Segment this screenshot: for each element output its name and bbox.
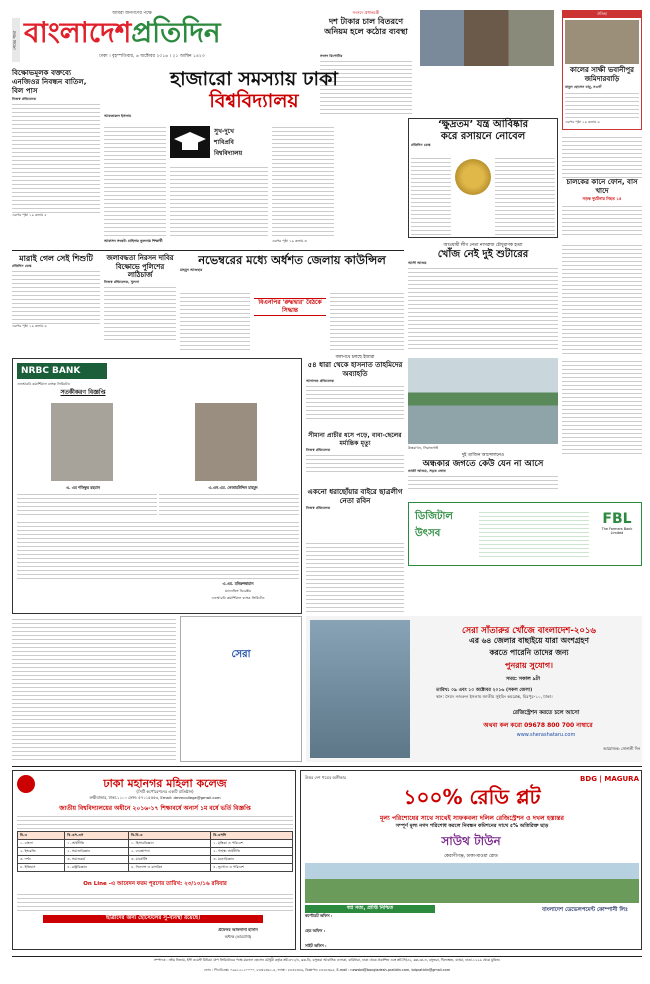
table-cell: ১. মৃত্তিকা ও পরিবেশ xyxy=(211,840,293,848)
magura-kicker: উত্তর দেশ পত্রের অঙ্গীকার xyxy=(305,775,346,780)
project-name: সাউথ টাউন xyxy=(441,834,501,848)
missing-headline: খোঁজ নেই দুই শুটারের xyxy=(437,249,529,260)
fbl-headline: ডিজিটাল উৎসব xyxy=(415,511,453,539)
marai-jump: এরপর পৃষ্ঠা ১৯ কলাম ৬ xyxy=(12,324,47,329)
table-cell: ৩. মনোবিজ্ঞান xyxy=(211,856,293,864)
missing-byline: আলী আজম xyxy=(408,261,427,265)
table-cell: ৩. মার্কেটিং xyxy=(129,856,211,864)
nobel-text-2 xyxy=(495,155,555,235)
table-row xyxy=(18,856,293,864)
shera-ad[interactable] xyxy=(306,616,642,762)
side-head-2: শাবিপ্রবি xyxy=(214,139,234,146)
corner-kicker: ঐতিহ্য xyxy=(563,11,641,18)
nobel-byline: প্রতিদিন ডেস্ক xyxy=(411,143,431,147)
nobel-headline: করে রসায়নে নোবেল xyxy=(440,131,526,142)
shera-date: তারিখ: ০৯ এবং ১০ অক্টোবর ২০১৬ (সকল জেলা) xyxy=(436,688,533,693)
shera-call: অথবা কল করো 09678 800 700 নাম্বারে xyxy=(483,722,593,729)
signature-org: এনআরবি কমার্শিয়াল ব্যাংক লিমিটেড xyxy=(211,596,265,600)
jalal-byline: আদালত প্রতিবেদক xyxy=(306,379,335,383)
left-story1-byline: নিজস্ব প্রতিবেদক xyxy=(12,97,37,101)
zamindar-house-photo xyxy=(565,20,639,64)
college-sub: (সিটি কর্পোরেশনের একটি প্রতিষ্ঠান) xyxy=(136,789,194,794)
corner-headline: কালের সাক্ষী ভবানীপুর জমিদারবাড়ি xyxy=(570,66,634,83)
fbl-logo xyxy=(595,511,639,541)
project-logo xyxy=(411,833,531,860)
table-header-row xyxy=(18,832,293,840)
lead-byline: আকতারুল ইসলাম xyxy=(104,114,132,118)
marai-byline: প্রতিদিন ডেস্ক xyxy=(12,264,32,268)
nobel-laureates-photo xyxy=(420,10,554,66)
shera-register: রেজিস্ট্রেশন করতে চলে আসো xyxy=(512,710,580,716)
table-row xyxy=(18,840,293,848)
jolabaddho-headline: জলাবদ্ধতা নিরসন দাবির বিক্ষোভে পুলিশের লাঠিচার্জ xyxy=(106,254,174,279)
fbl-ad[interactable] xyxy=(408,502,642,566)
promo-byline: সংসদ রিপোর্টার xyxy=(320,54,343,58)
table-cell: ৪. ভূগোল ও পরিবেশ xyxy=(211,864,293,872)
project-location: কেরাণীগঞ্জ, ঢাকা-মাওয়া রোড xyxy=(444,854,498,859)
zila-byline: মাহমুদ আজহার xyxy=(180,268,203,272)
jolabaddho-byline: নিজস্ব প্রতিবেদক, খুলনা xyxy=(104,279,139,284)
zila-story[interactable] xyxy=(180,254,404,350)
person1-photo xyxy=(51,403,113,481)
lead-text-col3 xyxy=(272,124,334,236)
subjects-table xyxy=(17,831,293,872)
marai-headline: মারাই গেল সেই শিশুটি xyxy=(19,254,93,263)
tagline: আমরা জনগণের পক্ষে xyxy=(112,11,152,16)
ondhokar-byline: তাজী আজম, সড়ক স্রোত xyxy=(408,469,446,473)
graduation-cap-icon xyxy=(170,126,210,158)
lead-story[interactable] xyxy=(104,68,404,248)
table-cell: ২. গার্হস্থ্য অর্থনীতি xyxy=(211,848,293,856)
jalal-headline: ৫৪ ধারা থেকে হাসনাত তাহমিদের অব্যাহতি xyxy=(307,361,403,378)
seema-byline: নিজস্ব প্রতিবেদক xyxy=(306,448,331,452)
table-cell: ৩. সমাজকর্ম xyxy=(65,856,129,864)
nrbc-logo xyxy=(17,363,107,379)
missing-kicker: আওয়ামী লীগ নেতা নাসরাজ চৌধুরাণক হত্যা xyxy=(443,243,523,248)
nobel-kicker: ‘ক্ষুদ্রতম’ যন্ত্র আবিষ্কার xyxy=(437,119,529,130)
swimmer-photo xyxy=(310,620,410,758)
marai-story[interactable] xyxy=(12,254,100,350)
table-header: বি.এস.এস xyxy=(65,832,129,840)
magura-brand: BDG | MAGURA xyxy=(580,775,639,783)
person1-name: এ. এম শফিকুর রহমান xyxy=(66,485,100,490)
lead-text-col1 xyxy=(104,124,166,236)
bridge-photo xyxy=(408,358,558,444)
magura-headline: ১০০% রেডি প্লট xyxy=(403,785,541,809)
table-cell: ৪. ফিন্যান্স ও ব্যাংকিং xyxy=(129,864,211,872)
college-online: On Line -এ আবেদন ফরম পূরণের তারিখ: ২৩/১০/১৬ রবিবার xyxy=(83,881,227,887)
newspaper-title xyxy=(24,16,286,50)
side-head-1: সুখ-দুখে xyxy=(214,128,234,135)
nobel-text xyxy=(411,155,451,235)
shera-headline4: পুনরায় সুযোগ। xyxy=(505,661,553,670)
chalok-headline: চালকের কানে ফোন, বাস খাদে xyxy=(566,178,638,195)
shera-time: সময়: সকাল ৯টা xyxy=(506,676,540,682)
table-cell: ৩. দর্শন xyxy=(18,856,65,864)
table-row xyxy=(18,848,293,856)
side-head-3: বিশ্ববিদ্যালয় xyxy=(214,150,243,157)
table-cell: ২. ব্যবস্থাপনা xyxy=(129,848,211,856)
lead-headline-line2: বিশ্ববিদ্যালয় xyxy=(209,90,299,112)
corner-byline: বাবুল হোসেন বাবু, নওগাঁ xyxy=(565,85,602,89)
chalok-byline: সড়ক দুর্ঘটনায় নিহত ১৫ xyxy=(582,196,622,201)
college-admission: জাতীয় বিশ্ববিদ্যালয়ের অধীনে ২০১৬-১৭ শিক্ষাবর্ষে অনার্স ১ম বর্ষে ভর্তি বিজ্ঞপ্তি xyxy=(59,805,251,812)
ondhokar-headline: অন্ধকার জগতে কেউ যেন না আসে xyxy=(422,459,544,469)
jalal-kicker: জলপথে চলছে ইজারা xyxy=(335,355,375,360)
chhatrolig-headline: একনো ধরাছোঁয়ার বাইরে ছাত্রলীগ নেতা রবিন xyxy=(307,488,403,505)
college-address: লক্ষীবাজার, ঢাকা-১১০০ ফোন: ৫৭১১৫৫৫৩, Email: dmmcollege@gmail.com xyxy=(89,795,221,800)
left-story1-jump: এরপর পৃষ্ঠা ১৯ কলাম ৫ xyxy=(12,213,47,218)
site-office-label: সাইট অফিস : xyxy=(305,943,327,948)
corner-box[interactable] xyxy=(562,10,642,130)
office-label: কর্পোরেট অফিস : xyxy=(305,913,333,918)
corner-jump: এরপর পৃষ্ঠা ১৯ কলাম ৬ xyxy=(565,120,600,125)
signatory-name: প্রফেসর আফসানা হাসান xyxy=(218,927,258,932)
nrbc-notice-title: সতর্কীকরণ বিজ্ঞপ্তি xyxy=(60,389,106,396)
table-header: বি.এ xyxy=(18,832,65,840)
signature-name: এ.এম. মনিরুজ্জামান xyxy=(222,581,254,586)
magura-sub2: সম্পূর্ণ মূল্য নগদ পরিশোধ করলে নিবন্ধন কমিশনের সাথে ৫% অতিরিক্ত ছাড় xyxy=(395,823,549,829)
nrbc-tagline: এনআরবি কমার্শিয়াল ব্যাংক লিমিটেড xyxy=(17,382,70,386)
missing-story[interactable] xyxy=(408,242,558,354)
table-cell: ২. ইংরেজি xyxy=(18,848,65,856)
shera-headline2: এর ৬৪ জেলার বাছাইয়ে যারা অংশগ্রহণ xyxy=(469,636,589,645)
nrbc-notice[interactable] xyxy=(12,358,302,614)
nobel-medal-image xyxy=(455,159,491,195)
lead-headline-line1: হাজারো সমস্যায় ঢাকা xyxy=(170,68,338,90)
bdc-logo xyxy=(531,907,639,915)
fbl-short: FBL xyxy=(602,511,632,527)
magura-ad[interactable] xyxy=(300,770,642,950)
promo-headline: দশ টাকার চাল বিতরণে অনিয়ম হলে কঠোর ব্যবস্থা xyxy=(324,17,408,36)
left-story1-headline: বিক্ষোভমূলক বক্তব্যে এনজিওর নিবন্ধন বাতিল, বিল পাস xyxy=(12,68,87,95)
college-title: ঢাকা মহানগর মহিলা কলেজ xyxy=(103,777,227,790)
chalok-text-2 xyxy=(562,242,642,354)
promo-kicker: সংসদে প্রধানমন্ত্রী xyxy=(352,10,380,15)
shera-headline3: করতে পারেনি তাদের জন্য xyxy=(489,648,569,657)
chalok-text-3 xyxy=(562,358,642,454)
signature-title: ম্যানেজিং ডিরেক্টর xyxy=(225,589,251,593)
magura-sub: মূল্য পরিশোধের সাথে সাথেই সাফকবলা দলিল রেজিস্ট্রেশন ও দখল হস্তান্তর xyxy=(379,815,565,822)
lead-side-head xyxy=(214,126,268,166)
zila-headline: নভেম্বরের মধ্যে অর্ধশত জেলায় কাউন্সিল xyxy=(198,253,386,267)
signatory-title: অধ্যক্ষ (ভারপ্রাপ্ত) xyxy=(224,934,252,939)
fbl-bank: The Farmers Bank Limited xyxy=(601,527,633,535)
sera-product-ad[interactable] xyxy=(180,616,302,762)
magura-offer: স্বপ্ন সত্য, প্রাপ্তি নিশ্চিত xyxy=(305,905,435,913)
nrbc-brand: NRBC BANK xyxy=(21,366,81,376)
plot-site-photo xyxy=(305,863,639,903)
nobel-story[interactable] xyxy=(408,118,558,238)
college-signatory xyxy=(183,927,293,941)
table-cell: ১. হিসাববিজ্ঞান xyxy=(129,840,211,848)
dateline: ঢাকা । বৃহস্পতিবার, ৬ অক্টোবর ২০১৬ । ২১ আশ্বিন ১৪২৩ xyxy=(99,54,205,59)
imprint: সম্পাদক : নঈম নিজাম, ইস্ট ওয়েস্ট মিডিয়া গ্রুপ লিমিটেডের পক্ষে ময়নাল হোসেন চৌধুরী কর্তৃক প্লট-৩৭১/এ, ব্লক-ডি, বসুন্ধরা আবাসিক এলাকা, বারিধারা, ঢাকা থেকে প্রকাশিত এবং প্লট-সি/৫২, ব্লক-কে-এ, বসুন্ধরা, খিলক্ষেত, বাড্ডা, ঢাকা-১২২৯ থেকে মুদ্রিত। xyxy=(154,958,500,962)
head-office-label: হেড অফিস : xyxy=(305,928,326,933)
shera-web[interactable]: www.sherashataru.com xyxy=(516,732,576,738)
chhatrolig-byline: নিজস্ব প্রতিবেদক xyxy=(306,506,331,510)
college-logo-icon xyxy=(17,775,35,793)
nrbc-signature xyxy=(183,581,293,602)
college-ad[interactable] xyxy=(12,770,296,950)
lead-jump: এরপর পৃষ্ঠা ১৯ কলাম ৩ xyxy=(272,239,307,243)
zila-pull-quote: বিএনপির 'রুদ্ধদ্বার' বৈঠকে সিদ্ধান্ত xyxy=(254,298,326,316)
title-part-2: প্রতিদিন xyxy=(131,16,221,49)
chalok-story[interactable] xyxy=(562,134,642,238)
seema-headline: সীমানা প্রাচীর ধসে পড়ে, বাবা-ছেলের মর্মান্তিক মৃত্যু xyxy=(308,432,402,447)
side-label: শেষের পাতা xyxy=(12,18,20,62)
table-header: বি.এসসি xyxy=(211,832,293,840)
bridge-caption: উত্তরাখন, সিরাজগঞ্জ xyxy=(408,446,439,450)
college-hostel: ছাত্রীদের জন্য হোস্টেলের সু-ব্যবস্থা রয়েছে। xyxy=(43,915,263,923)
table-cell: ১. বাংলা xyxy=(18,840,65,848)
jalal-story[interactable] xyxy=(306,354,404,430)
ondhokar-kicker: দুই তাজিন আন্দোলনেও xyxy=(461,453,505,458)
chhatrolig-story[interactable] xyxy=(306,488,404,538)
bdc-company: বাংলাদেশ ডেভেলপমেন্ট কোম্পানী লিঃ xyxy=(542,907,628,913)
table-row xyxy=(18,864,293,872)
table-cell: ২. সমাজবিজ্ঞান xyxy=(65,848,129,856)
jolabaddho-story[interactable] xyxy=(104,254,176,350)
table-cell: ৪. রাষ্ট্রবিজ্ঞান xyxy=(65,864,129,872)
table-cell: ১. অর্থনীতি xyxy=(65,840,129,848)
contact-line: ফোন : পিএবিএক্স: ০৯৬১২১২০০০০, ৮৪৩২৩৬১-৪, ফ্যাক্স : ৮৪৩২৩৪৬, বিজ্ঞাপন: ৮৪৩২৩৯৫, E-mail : newsbd@bangladesh-pratidin.com, bdpratidin@gmail.com xyxy=(203,968,451,972)
lead-text-col2 xyxy=(170,164,268,236)
table-header: বি.বি.এ xyxy=(129,832,211,840)
person2-name: এ.এস.এম. নেজামউদ্দিন মাহমুদ xyxy=(208,485,258,490)
table-cell: ৪. ইতিহাস xyxy=(18,864,65,872)
shera-organizer: আয়োজক: সোনালী দিন xyxy=(603,746,640,751)
sera-sponsor: সেরা xyxy=(231,649,251,660)
shera-headline1: সেরা সাঁতারুর খোঁজে বাংলাদেশ-২০১৬ xyxy=(462,626,596,636)
lead-sub: আবাসন সংকট: চাহিদার তুলনায় শিক্ষার্থী xyxy=(104,239,163,243)
title-part-1: বাংলাদেশ xyxy=(24,16,132,49)
left-story-1[interactable] xyxy=(12,68,100,248)
shera-venue: স্থান: সৈয়দ নজরুল ইসলাম জাতীয় সুইমিং কমপ্লেক্স, মিরপুর-১০, ঢাকা। xyxy=(436,694,553,699)
seema-story[interactable] xyxy=(306,432,404,484)
person2-photo xyxy=(195,403,257,481)
masthead xyxy=(12,8,288,64)
ondhokar-story[interactable] xyxy=(408,452,558,500)
